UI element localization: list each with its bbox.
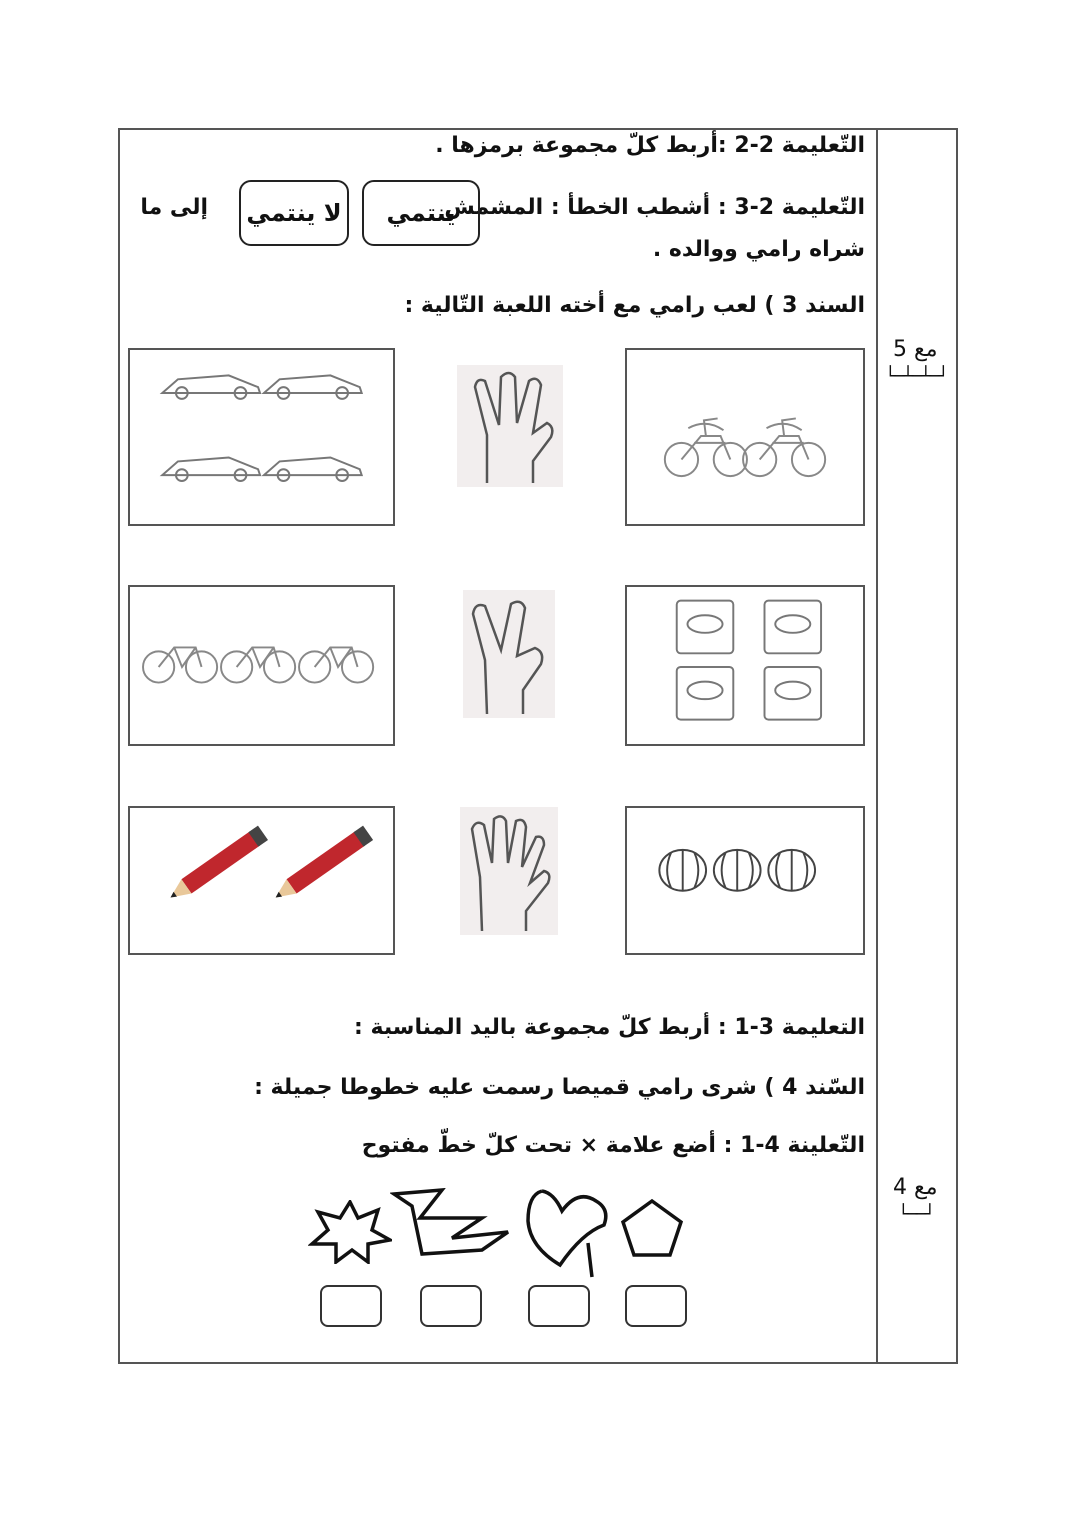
pentagon-shape [620,1198,684,1258]
hand-two-fingers[interactable] [463,590,555,718]
instruction-4-1: التّعلينة 4-1 : أضع علامة × تحت كلّ خطّ مفتوح [361,1133,865,1158]
instruction-2-2: التّعليمة 2-2 :أربط كلّ مجموعة برمزها . [435,133,865,158]
instruction-3-1: التعليمة 3-1 : أربط كلّ مجموعة باليد المناسبة : [354,1015,865,1040]
star-shape [308,1200,392,1264]
group-schoolbags[interactable] [625,585,865,746]
three-fingers-icon [457,365,563,487]
schoolbags-illustration [627,587,863,744]
open-heart-shape [522,1185,612,1279]
answer-box-heart[interactable] [528,1285,590,1327]
group-motorcycles[interactable] [625,348,865,526]
group-tomatoes[interactable] [625,806,865,955]
instruction-2-3: التّعليمة 2-3 : أشطب الخطأ : المشمش [444,195,865,220]
score-ticks-4: └──┘ [898,1204,934,1225]
option-belongs[interactable]: ينتمي [362,180,480,246]
two-fingers-icon [463,590,555,718]
zigzag-shape [390,1188,516,1260]
answer-box-star[interactable] [320,1285,382,1327]
group-bicycles[interactable] [128,585,395,746]
score-ticks-5: └─┴─┴─┘ [885,366,947,387]
hand-three-fingers[interactable] [457,365,563,487]
sanad-3: السند 3 ) لعب رامي مع أخته اللعبة التّالية : [404,293,865,318]
answer-box-pentagon[interactable] [625,1285,687,1327]
pencils-illustration [130,808,393,953]
instruction-2-3-line2: شراه رامي ووالده . [652,237,865,262]
tomatoes-illustration [627,808,863,953]
group-cars[interactable] [128,348,395,526]
motorcycles-illustration [627,350,863,524]
cars-illustration [130,350,393,524]
option-not-belongs[interactable]: لا ينتمي [239,180,349,246]
margin-divider [876,128,878,1364]
group-pencils[interactable] [128,806,395,955]
sanad-4: السّند 4 ) شرى رامي قميصا رسمت عليه خطوطا جميلة : [254,1075,865,1100]
answer-box-zigzag[interactable] [420,1285,482,1327]
score-label-5: مع 5 [893,337,938,362]
score-label-4: مع 4 [893,1175,938,1200]
four-fingers-icon [460,807,558,935]
instruction-2-3-end: إلى ما [140,195,208,220]
hand-four-fingers[interactable] [460,807,558,935]
bicycles-illustration [130,587,393,744]
